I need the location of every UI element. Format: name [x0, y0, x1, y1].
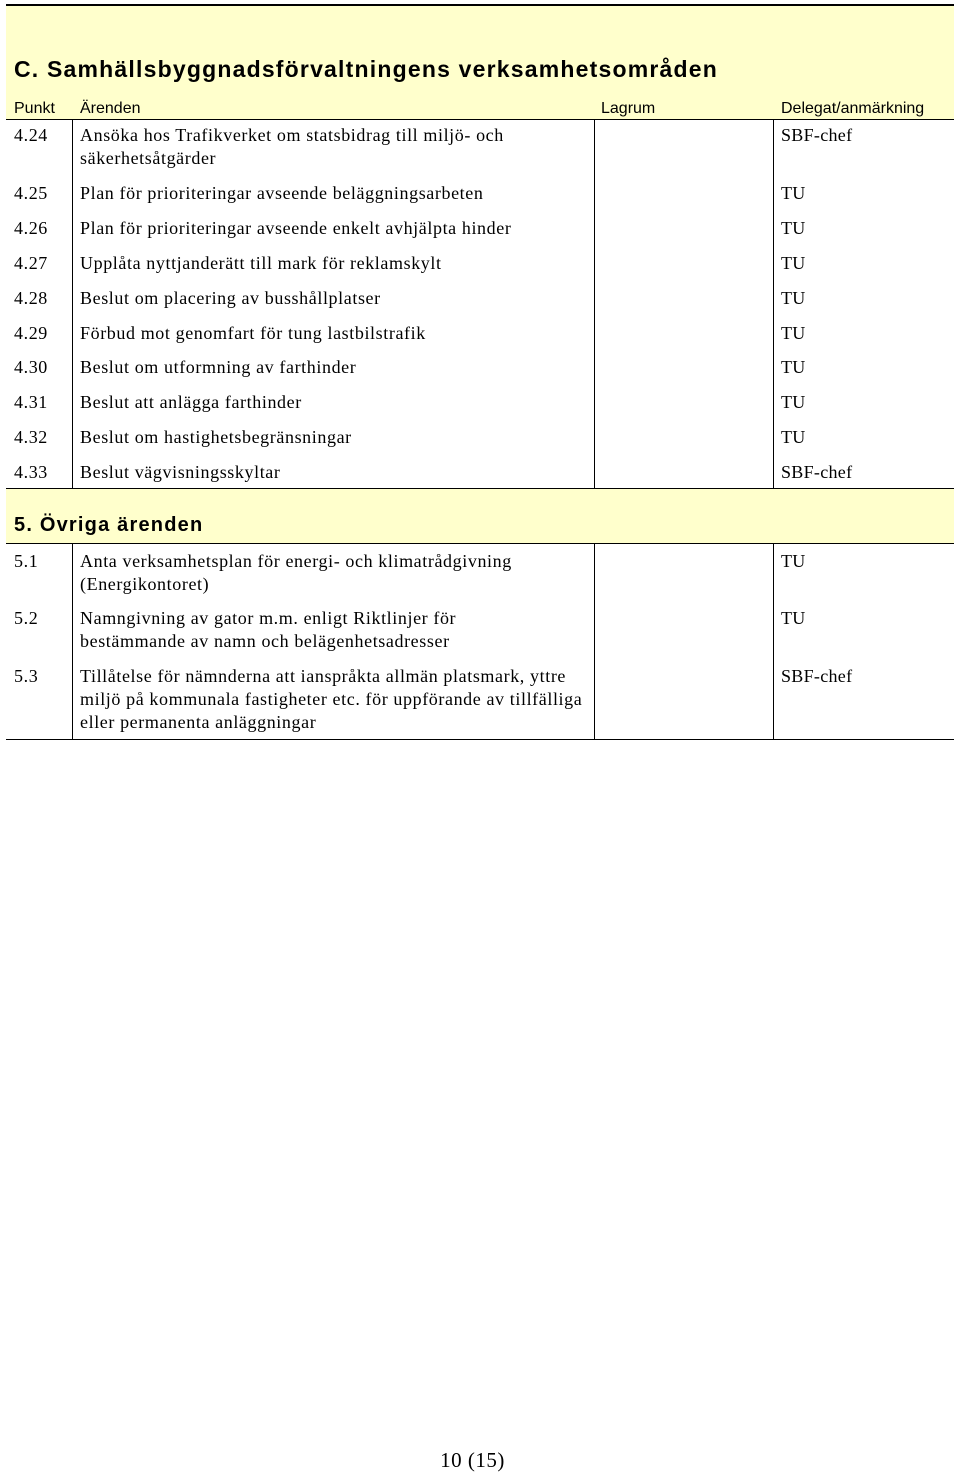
column-divider [72, 120, 73, 488]
section-c-header [6, 6, 954, 120]
row-delegat: TU [781, 183, 806, 203]
row-arende: Beslut om placering av busshållplatser [80, 288, 381, 308]
column-header-delegat: Delegat/anmärkning [781, 100, 925, 117]
row-delegat: TU [781, 357, 806, 377]
row-arende: Beslut om hastighetsbegränsningar [80, 427, 352, 447]
row-delegat: SBF-chef [781, 125, 853, 145]
row-delegat: TU [781, 608, 806, 628]
row-arende: Tillåtelse för nämnderna att ianspråkta allmän platsmark, yttre miljö på kommunala fastigheter etc. för uppförande av tillfälliga eller permanenta anläggningar [80, 666, 583, 732]
column-divider [773, 544, 774, 739]
row-punkt: 4.30 [14, 357, 48, 377]
column-divider [72, 544, 73, 739]
row-arende: Upplåta nyttjanderätt till mark för reklamskylt [80, 253, 442, 273]
row-punkt: 4.28 [14, 288, 48, 308]
row-delegat: TU [781, 427, 806, 447]
section-5-title: 5. Övriga ärenden [14, 514, 204, 536]
row-punkt: 4.29 [14, 323, 48, 343]
section-5-bottom-rule [6, 739, 954, 740]
row-delegat: SBF-chef [781, 462, 853, 482]
row-delegat: TU [781, 551, 806, 571]
row-arende: Beslut vägvisningsskyltar [80, 462, 281, 482]
column-header-punkt: Punkt [14, 100, 55, 117]
section-5-header-rule [6, 543, 954, 544]
section-c-title: C. Samhällsbyggnadsförvaltningens verksamhetsområden [14, 56, 719, 82]
row-delegat: TU [781, 288, 806, 308]
row-delegat: TU [781, 253, 806, 273]
column-header-arenden: Ärenden [80, 100, 141, 117]
column-divider [594, 120, 595, 488]
row-delegat: TU [781, 218, 806, 238]
row-delegat: TU [781, 323, 806, 343]
row-arende: Beslut att anlägga farthinder [80, 392, 302, 412]
row-punkt: 4.31 [14, 392, 48, 412]
page-number: 10 (15) [440, 1448, 505, 1472]
column-divider [594, 544, 595, 739]
row-arende: Förbud mot genomfart för tung lastbilstrafik [80, 323, 426, 343]
row-arende: Ansöka hos Trafikverket om statsbidrag till miljö- och säkerhetsåtgärder [80, 125, 504, 168]
row-punkt: 5.2 [14, 608, 39, 628]
row-arende: Namngivning av gator m.m. enligt Riktlinjer för bestämmande av namn och belägenhetsadresser [80, 608, 457, 651]
row-arende: Plan för prioriteringar avseende beläggningsarbeten [80, 183, 484, 203]
row-punkt: 4.24 [14, 125, 48, 145]
row-arende: Beslut om utformning av farthinder [80, 357, 357, 377]
column-divider [773, 120, 774, 488]
section-5-header [6, 489, 954, 543]
row-delegat: SBF-chef [781, 666, 853, 686]
row-punkt: 4.27 [14, 253, 48, 273]
row-punkt: 4.32 [14, 427, 48, 447]
row-arende: Plan för prioriteringar avseende enkelt avhjälpta hinder [80, 218, 512, 238]
row-delegat: TU [781, 392, 806, 412]
row-punkt: 5.1 [14, 551, 39, 571]
row-arende: Anta verksamhetsplan för energi- och klimatrådgivning (Energikontoret) [80, 551, 512, 594]
section-c-header-rule [6, 119, 954, 120]
row-punkt: 4.25 [14, 183, 48, 203]
row-punkt: 5.3 [14, 666, 39, 686]
row-punkt: 4.33 [14, 462, 48, 482]
row-punkt: 4.26 [14, 218, 48, 238]
column-header-lagrum: Lagrum [601, 100, 656, 117]
